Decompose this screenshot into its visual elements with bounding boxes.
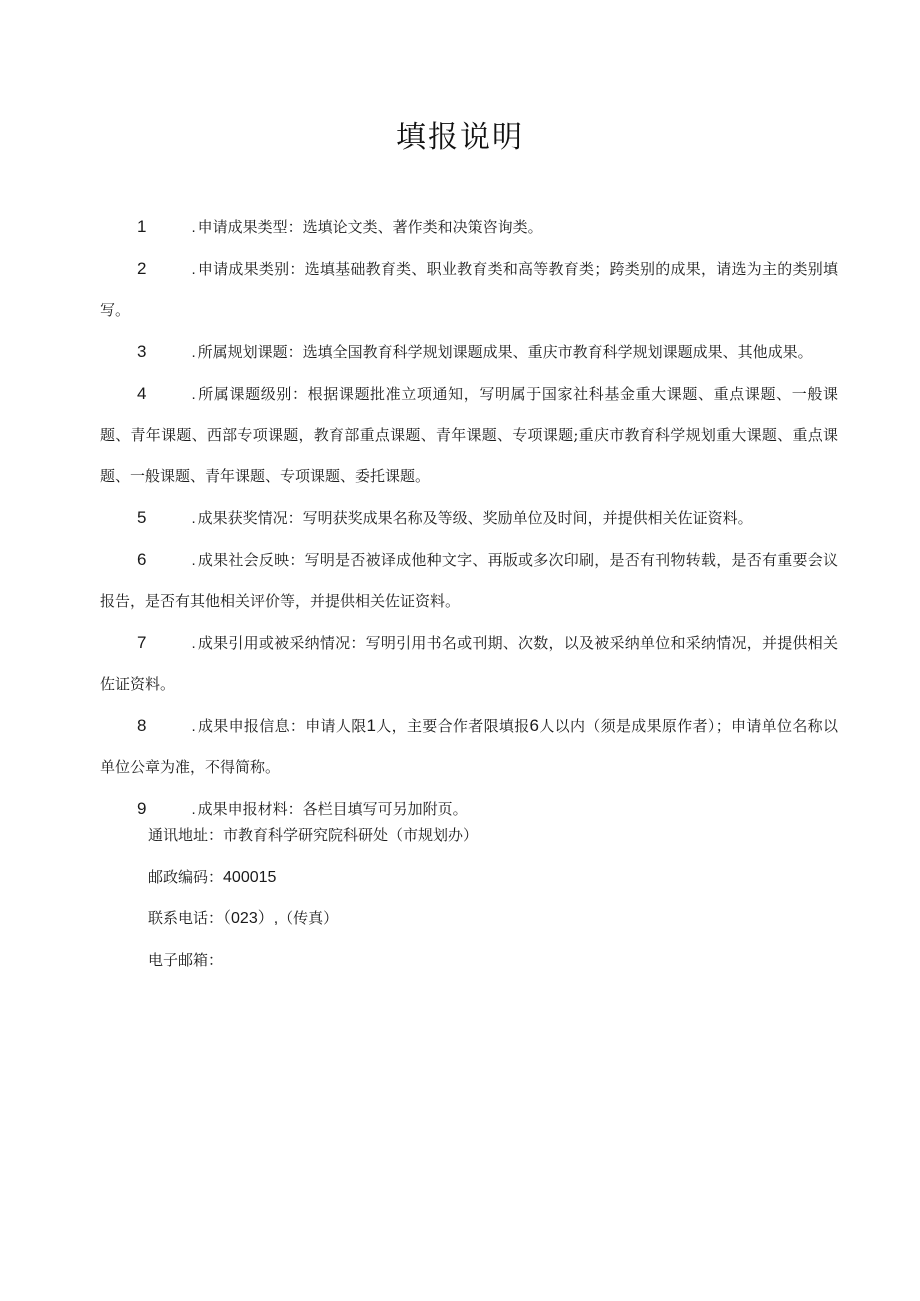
item-text: 人，主要合作者限填报 (375, 717, 530, 735)
phone-label: 联系电话： (148, 909, 224, 927)
item-number: 7 (137, 633, 147, 652)
list-item (100, 705, 838, 788)
list-item (100, 331, 838, 373)
item-separator: . (191, 344, 196, 361)
address-label: 通讯地址： (148, 826, 224, 844)
list-item (100, 248, 838, 331)
item-text: 成果获奖情况：写明获奖成果名称及等级、奖励单位及时间，并提供相关佐证资料。 (197, 509, 753, 527)
item-number: 4 (137, 384, 147, 403)
contact-info (148, 815, 478, 981)
item-separator: . (191, 552, 196, 569)
list-item (100, 206, 838, 248)
item-number: 9 (137, 799, 147, 818)
item-text: 申请成果类别：选填基础教育类、职业教育类和高等教育类；跨类别的成果，请选为主的类别填写。 (100, 260, 838, 319)
item-text: 申请成果类型：选填论文类、著作类和决策咨询类。 (197, 218, 543, 236)
collaborator-limit: 6 (529, 716, 540, 735)
address-line (148, 815, 478, 857)
item-number: 1 (137, 217, 147, 236)
item-number: 5 (137, 508, 147, 527)
postal-label: 邮政编码： (148, 867, 224, 886)
item-text: 所属课题级别：根据课题批准立项通知，写明属于国家社科基金重大课题、重点课题、一般课题、青年课题、西部专项课题，教育部重点课题、青年课题、专项课题;重庆市教育科学规划重大课题、重点课题、一般课题、青年课题、专项课题、委托课题。 (100, 385, 838, 485)
item-separator: . (191, 635, 196, 652)
item-number: 3 (137, 342, 147, 361)
item-number: 6 (137, 550, 147, 569)
item-separator: . (191, 386, 196, 403)
phone-value: （023）, (223, 910, 279, 927)
list-item (100, 373, 838, 497)
list-item (100, 539, 838, 622)
applicant-limit: 1 (366, 716, 376, 735)
item-separator: . (191, 261, 196, 278)
item-text: 成果引用或被采纳情况：写明引用书名或刊期、次数，以及被采纳单位和采纳情况，并提供相关佐证资料。 (100, 634, 838, 693)
item-number: 2 (137, 259, 147, 278)
page-title: 填报说明 (396, 120, 524, 155)
postal-line (148, 857, 478, 899)
postal-value: 400015 (223, 868, 277, 886)
item-separator: . (191, 510, 196, 527)
list-item (100, 497, 838, 539)
item-number: 8 (137, 716, 147, 735)
item-text: 成果社会反映：写明是否被译成他种文字、再版或多次印刷，是否有刊物转载，是否有重要会议报告，是否有其他相关评价等，并提供相关佐证资料。 (100, 551, 838, 610)
item-text: 所属规划课题：选填全国教育科学规划课题成果、重庆市教育科学规划课题成果、其他成果。 (197, 343, 813, 361)
fax-label: （传真） (278, 909, 339, 927)
email-label: 电子邮箱： (148, 950, 224, 969)
email-line (148, 940, 478, 982)
instruction-list (100, 206, 838, 830)
item-separator: . (191, 718, 196, 735)
item-text: 人以内（须是成果原作者）；申请单位名称以单位公章为准，不得简称。 (100, 717, 838, 776)
item-text: 成果申报信息：申请人限 (197, 717, 367, 735)
list-item (100, 622, 838, 705)
item-separator: . (191, 219, 196, 236)
address-value: 市教育科学研究院科研处（市规划办） (223, 826, 479, 844)
item-text: 成果申报材料：各栏目填写可另加附页。 (197, 800, 468, 818)
item-separator: . (191, 801, 196, 818)
phone-line (148, 898, 478, 940)
